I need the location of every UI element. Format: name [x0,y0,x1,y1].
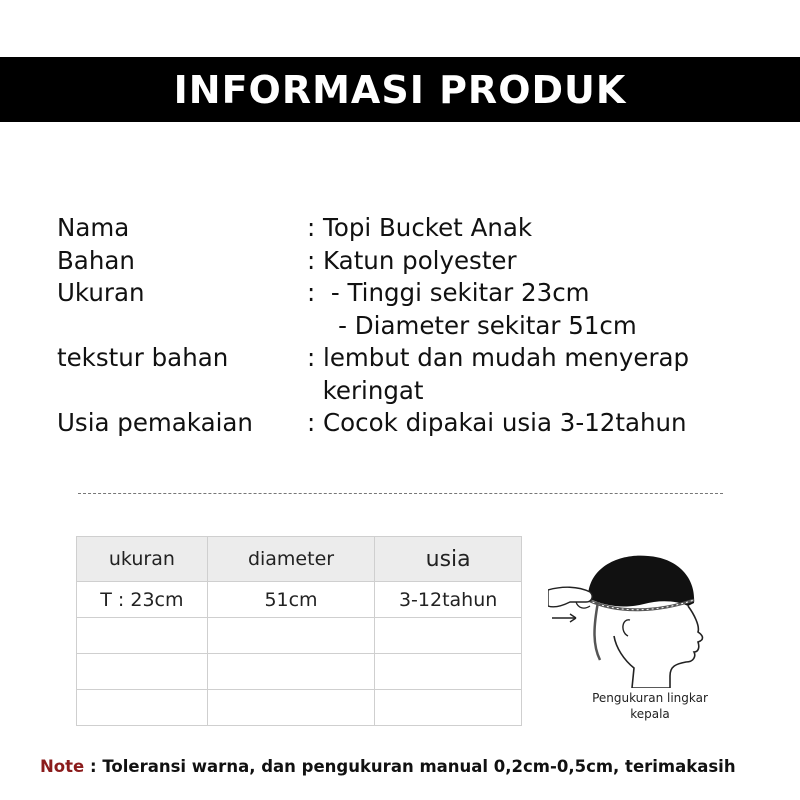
info-row-usia [57,407,777,440]
cell-diameter [207,654,374,690]
cell-ukuran [77,618,208,654]
table-row [77,690,522,726]
cell-ukuran: T : 23cm [77,582,208,618]
note-line [40,757,736,776]
page-title: INFORMASI PRODUK [173,67,627,112]
info-label: tekstur bahan [57,343,229,372]
info-row-nama [57,212,777,245]
cell-ukuran [77,690,208,726]
info-label [57,375,307,408]
header-diameter: diameter [207,537,374,582]
cell-usia: 3-12tahun [375,582,522,618]
info-value: : lembut dan mudah menyerap [307,343,690,372]
cell-usia [375,618,522,654]
caption-line: kepala [630,707,670,721]
header-ukuran: ukuran [77,537,208,582]
info-value: keringat [307,375,424,405]
note-text: : Toleransi warna, dan pengukuran manual 0,2cm-0,5cm, terimakasih [84,757,736,776]
cell-usia [375,690,522,726]
info-row-bahan [57,245,777,278]
cell-diameter [207,618,374,654]
info-label [57,310,307,343]
info-value: : - Tinggi sekitar 23cm [307,278,590,307]
note-label: Note [40,757,85,776]
header-usia: usia [375,537,522,582]
info-label: Nama [57,213,130,242]
illustration-caption [560,690,740,722]
info-row-tekstur-cont [57,375,777,408]
table-row [77,618,522,654]
info-label: Usia pemakaian [57,408,253,437]
size-table [76,536,522,726]
info-value: - Diameter sekitar 51cm [307,310,637,340]
cell-usia [375,654,522,690]
info-value: : Katun polyester [307,245,517,275]
info-row-tekstur [57,342,777,375]
info-value: : Topi Bucket Anak [307,213,533,242]
caption-line: Pengukuran lingkar [592,691,708,705]
product-info [57,212,777,440]
table-row [77,582,522,618]
info-value: : Cocok dipakai usia 3-12tahun [307,408,687,437]
table-row [77,654,522,690]
info-row-ukuran [57,277,777,310]
size-table-header [77,537,522,582]
cell-ukuran [77,654,208,690]
dashed-divider [78,493,723,494]
info-label: Bahan [57,245,135,275]
info-row-ukuran-cont [57,310,777,343]
head-measurement-icon [548,548,728,688]
cell-diameter: 51cm [207,582,374,618]
page-title-banner [0,57,800,122]
cell-diameter [207,690,374,726]
info-label: Ukuran [57,278,145,307]
